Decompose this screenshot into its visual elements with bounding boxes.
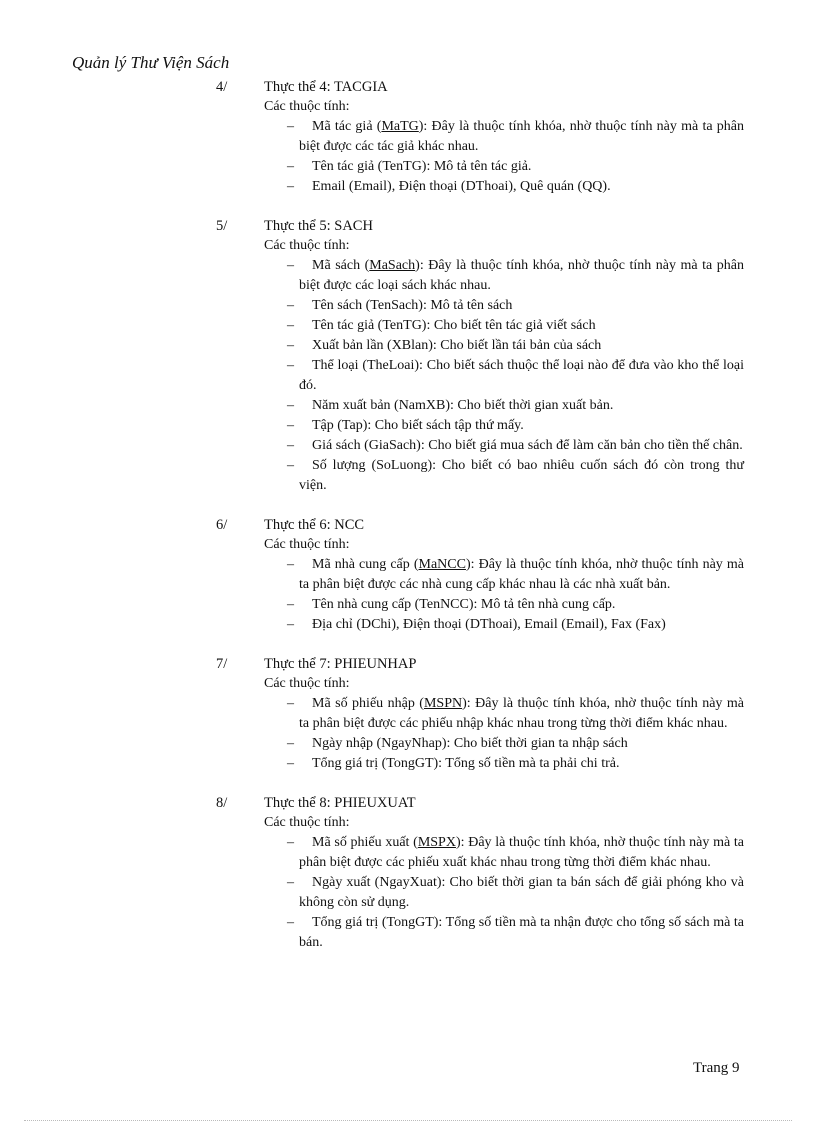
attribute-item xyxy=(287,555,744,595)
dash-bullet-icon: – xyxy=(287,557,294,572)
entity-section xyxy=(0,793,816,953)
dash-bullet-icon: – xyxy=(287,258,294,273)
dash-bullet-icon: – xyxy=(287,696,294,711)
attribute-item xyxy=(287,296,744,316)
section-number: 8/ xyxy=(216,795,228,811)
primary-key-name: MaSach xyxy=(369,258,416,273)
attribute-text: Email (Email), Điện thoại (DThoai), Quê quán (QQ). xyxy=(312,179,611,194)
attribute-item xyxy=(287,256,745,296)
attribute-list xyxy=(0,555,816,635)
section-heading xyxy=(0,515,816,535)
dash-bullet-icon: – xyxy=(287,458,294,473)
dash-bullet-icon: – xyxy=(287,318,294,333)
section-number: 6/ xyxy=(216,517,228,533)
attributes-label: Các thuộc tính: xyxy=(264,537,350,552)
attribute-item xyxy=(287,416,744,436)
attribute-text: Mã sách ( xyxy=(312,258,370,273)
attribute-list xyxy=(0,694,816,774)
attribute-text-rest: ): Đây là thuộc tính khóa, nhờ thuộc tính này mà ta phân biệt được các nhà cung cấp khác nhau là các nhà xuất bản. xyxy=(299,557,744,592)
entity-section xyxy=(0,515,816,635)
dash-bullet-icon: – xyxy=(287,835,294,850)
attribute-text: Địa chỉ (DChi), Điện thoại (DThoai), Email (Email), Fax (Fax) xyxy=(312,617,666,632)
entity-section xyxy=(0,654,816,774)
attribute-text-rest: ): Đây là thuộc tính khóa, nhờ thuộc tính này mà ta phân biệt được các phiếu nhập khác nhau trong từng thời điểm khác nhau. xyxy=(299,696,745,731)
attribute-text: Thể loại (TheLoai): Cho biết sách thuộc thể loại nào để đưa vào kho thể loại đó. xyxy=(299,358,744,393)
primary-key-name: MSPN xyxy=(423,696,463,711)
section-heading xyxy=(0,77,816,97)
attribute-text: Tên sách (TenSach): Mô tả tên sách xyxy=(312,298,513,313)
section-heading xyxy=(0,654,816,674)
attribute-text: Tổng giá trị (TongGT): Tổng số tiền mà ta nhận được cho tổng số sách mà ta bán. xyxy=(299,915,744,950)
attributes-label: Các thuộc tính: xyxy=(264,238,350,253)
section-number: 7/ xyxy=(216,656,228,672)
footer-divider xyxy=(24,1120,792,1121)
attribute-item xyxy=(287,396,744,416)
dash-bullet-icon: – xyxy=(287,597,294,612)
attribute-text: Tên tác giả (TenTG): Mô tả tên tác giả. xyxy=(312,159,532,174)
attribute-text: Xuất bản lần (XBlan): Cho biết lần tái bản của sách xyxy=(312,338,602,353)
attribute-item xyxy=(287,356,744,396)
section-number: 4/ xyxy=(216,79,228,95)
section-heading xyxy=(0,216,816,236)
primary-key-name: MaTG xyxy=(381,119,419,134)
attribute-item xyxy=(287,595,744,615)
dash-bullet-icon: – xyxy=(287,338,294,353)
section-title: Thực thể 4: TACGIA xyxy=(264,79,388,95)
attribute-text: Tập (Tap): Cho biết sách tập thứ mấy. xyxy=(312,418,524,433)
attribute-text: Mã số phiếu nhập ( xyxy=(312,696,424,711)
dash-bullet-icon: – xyxy=(287,358,294,373)
attribute-text: Tên nhà cung cấp (TenNCC): Mô tả tên nhà cung cấp. xyxy=(312,597,616,612)
entity-section xyxy=(0,77,816,197)
attribute-list xyxy=(0,256,816,496)
attribute-item xyxy=(287,754,744,774)
entity-section xyxy=(0,216,816,496)
attribute-item xyxy=(287,913,744,953)
attribute-item xyxy=(287,336,744,356)
dash-bullet-icon: – xyxy=(287,398,294,413)
attributes-label: Các thuộc tính: xyxy=(264,99,350,114)
dash-bullet-icon: – xyxy=(287,298,294,313)
attribute-text: Mã số phiếu xuất ( xyxy=(312,835,418,850)
attribute-text-rest: ): Đây là thuộc tính khóa, nhờ thuộc tính này mà ta phân biệt được các phiếu xuất khác nhau trong từng thời điểm khác nhau. xyxy=(299,835,744,870)
attribute-text: Ngày xuất (NgayXuat): Cho biết thời gian ta bán sách để giải phóng kho và không còn sử dụng. xyxy=(299,875,744,910)
section-title: Thực thể 5: SACH xyxy=(264,218,373,234)
attribute-item xyxy=(287,316,744,336)
attribute-text: Số lượng (SoLuong): Cho biết có bao nhiêu cuốn sách đó còn trong thư viện. xyxy=(299,458,744,493)
attributes-label: Các thuộc tính: xyxy=(264,676,350,691)
attribute-text: Ngày nhập (NgayNhap): Cho biết thời gian ta nhập sách xyxy=(312,736,628,751)
dash-bullet-icon: – xyxy=(287,119,294,134)
primary-key-name: MaNCC xyxy=(418,557,466,572)
attribute-item xyxy=(287,615,744,635)
entity-sections xyxy=(0,77,816,972)
attribute-text-rest: ): Đây là thuộc tính khóa, nhờ thuộc tính này mà ta phân biệt được các tác giả khác nhau. xyxy=(299,119,745,154)
dash-bullet-icon: – xyxy=(287,179,294,194)
attribute-text: Mã nhà cung cấp ( xyxy=(312,557,419,572)
dash-bullet-icon: – xyxy=(287,915,294,930)
attribute-text: Tổng giá trị (TongGT): Tổng số tiền mà ta phải chi trả. xyxy=(312,756,620,771)
attribute-item xyxy=(287,436,744,456)
attribute-item xyxy=(287,456,744,496)
attribute-list xyxy=(0,833,816,953)
primary-key-name: MSPX xyxy=(417,835,456,850)
dash-bullet-icon: – xyxy=(287,617,294,632)
dash-bullet-icon: – xyxy=(287,736,294,751)
attributes-label: Các thuộc tính: xyxy=(264,815,350,830)
attribute-item xyxy=(287,734,744,754)
section-heading xyxy=(0,793,816,813)
section-number: 5/ xyxy=(216,218,228,234)
attribute-item xyxy=(287,694,745,734)
dash-bullet-icon: – xyxy=(287,875,294,890)
document-header: Quản lý Thư Viện Sách xyxy=(72,53,230,72)
attribute-text: Năm xuất bản (NamXB): Cho biết thời gian xuất bản. xyxy=(312,398,614,413)
section-title: Thực thể 7: PHIEUNHAP xyxy=(264,656,417,672)
attribute-text-rest: ): Đây là thuộc tính khóa, nhờ thuộc tính này mà ta phân biệt được các loại sách khác nhau. xyxy=(299,258,745,293)
section-title: Thực thể 6: NCC xyxy=(264,517,365,533)
attribute-list xyxy=(0,117,816,197)
attribute-item xyxy=(287,873,744,913)
attribute-text: Tên tác giả (TenTG): Cho biết tên tác giả viết sách xyxy=(312,318,596,333)
attribute-item xyxy=(287,833,744,873)
section-title: Thực thể 8: PHIEUXUAT xyxy=(264,795,416,811)
attribute-item xyxy=(287,177,744,197)
attribute-text: Mã tác giả ( xyxy=(312,119,382,134)
attribute-item xyxy=(287,117,745,157)
dash-bullet-icon: – xyxy=(287,159,294,174)
attribute-item xyxy=(287,157,744,177)
dash-bullet-icon: – xyxy=(287,438,294,453)
dash-bullet-icon: – xyxy=(287,756,294,771)
dash-bullet-icon: – xyxy=(287,418,294,433)
attribute-text: Giá sách (GiaSach): Cho biết giá mua sách để làm căn bản cho tiền thế chân. xyxy=(312,438,743,453)
page-number: Trang 9 xyxy=(693,1060,740,1076)
